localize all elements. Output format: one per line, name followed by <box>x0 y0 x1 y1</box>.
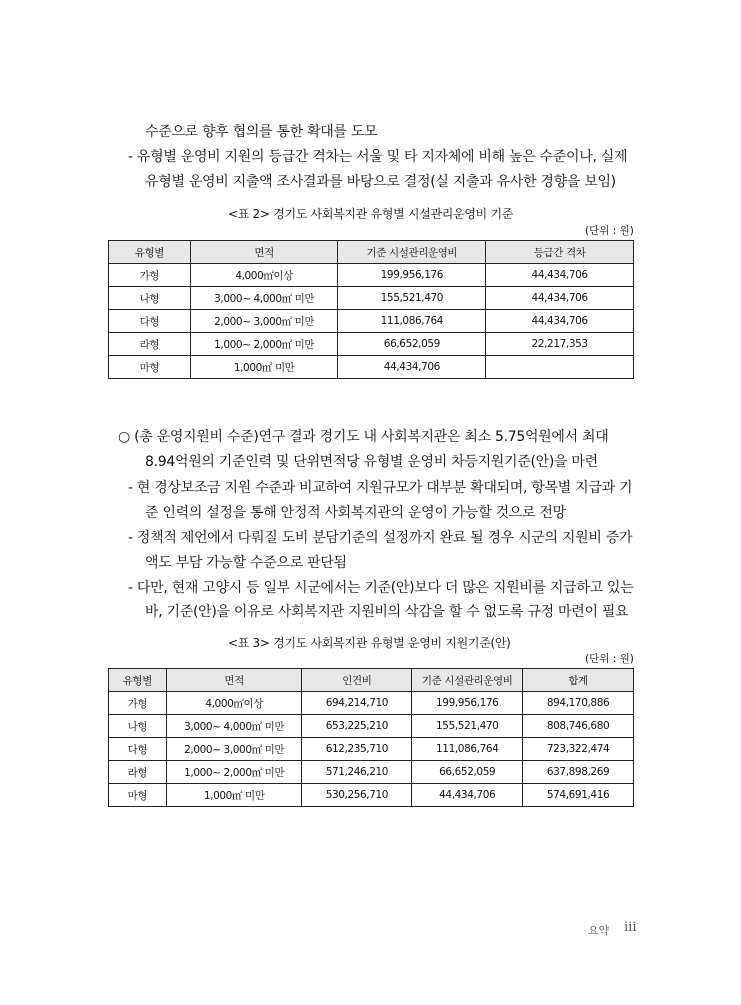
table-cell: 44,434,706 <box>338 356 486 379</box>
table-row <box>109 356 634 379</box>
main-paragraph-line: ○ (총 운영지원비 수준)연구 결과 경기도 내 사회복지관은 최소 5.75억원에서 최대 <box>118 429 609 445</box>
table-header-row <box>109 669 634 692</box>
table-cell: 1,000㎡ 미만 <box>166 784 302 807</box>
table-cell: 111,086,764 <box>412 738 523 761</box>
table-cell: 마형 <box>109 356 191 379</box>
header-cell: 기준 시설관리운영비 <box>338 241 486 264</box>
bullet-line: 액도 부담 가능할 수준으로 판단됨 <box>145 555 347 571</box>
table-row <box>109 310 634 333</box>
footer-section-label: 요약 <box>588 924 610 937</box>
header-cell: 면적 <box>190 241 338 264</box>
table-cell: 694,214,710 <box>302 692 412 715</box>
table-cell: 199,956,176 <box>338 264 486 287</box>
header-cell: 합계 <box>523 669 634 692</box>
table-cell: 22,217,353 <box>486 333 634 356</box>
table-row <box>109 692 634 715</box>
table-row <box>109 264 634 287</box>
table-header-row <box>109 241 634 264</box>
table-cell <box>486 356 634 379</box>
table-cell: 653,225,210 <box>302 715 412 738</box>
table-cell: 4,000㎡이상 <box>166 692 302 715</box>
table-row <box>109 715 634 738</box>
table-cell: 44,434,706 <box>412 784 523 807</box>
header-cell: 인건비 <box>302 669 412 692</box>
header-cell: 등급간 격차 <box>486 241 634 264</box>
table-cell: 나형 <box>109 287 191 310</box>
table-cell: 3,000~ 4,000㎡ 미만 <box>190 287 338 310</box>
bullet-line: 바, 기준(안)을 이유로 사회복지관 지원비의 삭감을 할 수 없도록 규정 마련이 필요 <box>145 604 629 620</box>
header-cell: 기준 시설관리운영비 <box>412 669 523 692</box>
table-cell: 66,652,059 <box>412 761 523 784</box>
table-cell: 라형 <box>109 761 167 784</box>
table-cell: 44,434,706 <box>486 310 634 333</box>
table-caption: <표 3> 경기도 사회복지관 유형별 운영비 지원기준(안) <box>228 636 511 650</box>
table-cell: 44,434,706 <box>486 287 634 310</box>
table-cell: 3,000~ 4,000㎡ 미만 <box>166 715 302 738</box>
table-cell: 155,521,470 <box>412 715 523 738</box>
table-unit: (단위 : 원) <box>585 653 634 665</box>
table-cell: 199,956,176 <box>412 692 523 715</box>
table-cell: 155,521,470 <box>338 287 486 310</box>
bullet-line: 준 인력의 설정을 통해 안정적 사회복지관의 운영이 가능할 것으로 전망 <box>145 505 566 521</box>
table-caption: <표 2> 경기도 사회복지관 유형별 시설관리운영비 기준 <box>228 207 514 221</box>
table-row <box>109 761 634 784</box>
table-cell: 나형 <box>109 715 167 738</box>
table-cell: 1,000~ 2,000㎡ 미만 <box>190 333 338 356</box>
table-cell: 723,322,474 <box>523 738 634 761</box>
table-cell: 가형 <box>109 264 191 287</box>
table-cell: 44,434,706 <box>486 264 634 287</box>
table-cell: 1,000㎡ 미만 <box>190 356 338 379</box>
header-cell: 면적 <box>166 669 302 692</box>
table-cell: 66,652,059 <box>338 333 486 356</box>
table-cell: 4,000㎡이상 <box>190 264 338 287</box>
support-standard-table <box>108 668 634 807</box>
table-cell: 530,256,710 <box>302 784 412 807</box>
table-cell: 637,898,269 <box>523 761 634 784</box>
bullet-line: 유형별 운영비 지출액 조사결과를 바탕으로 결정(실 지출과 유사한 경향을 보임) <box>145 174 616 190</box>
operating-cost-table <box>108 240 634 379</box>
table-cell: 마형 <box>109 784 167 807</box>
table-cell: 571,246,210 <box>302 761 412 784</box>
table-row <box>109 784 634 807</box>
table-unit: (단위 : 원) <box>585 225 634 237</box>
main-paragraph-line: 8.94억원의 기준인력 및 단위면적당 유형별 운영비 차등지원기준(안)을 마련 <box>145 454 598 470</box>
table-row <box>109 287 634 310</box>
table-cell: 808,746,680 <box>523 715 634 738</box>
table-cell: 다형 <box>109 310 191 333</box>
table-cell: 2,000~ 3,000㎡ 미만 <box>166 738 302 761</box>
table-cell: 111,086,764 <box>338 310 486 333</box>
table-cell: 574,691,416 <box>523 784 634 807</box>
table-cell: 1,000~ 2,000㎡ 미만 <box>166 761 302 784</box>
table-cell: 2,000~ 3,000㎡ 미만 <box>190 310 338 333</box>
header-cell: 유형별 <box>109 241 191 264</box>
bullet-line: - 현 경상보조금 지원 수준과 비교하여 지원규모가 대부분 확대되며, 항목별 지급과 기 <box>128 480 633 496</box>
table-cell: 가형 <box>109 692 167 715</box>
table-row <box>109 738 634 761</box>
paragraph-line: 수준으로 향후 협의를 통한 확대를 도모 <box>145 124 378 140</box>
page-number: iii <box>624 920 637 935</box>
bullet-line: - 유형별 운영비 지원의 등급간 격차는 서울 및 타 지자체에 비해 높은 수준이나, 실제 <box>128 149 628 165</box>
bullet-line: - 정책적 제언에서 다뤄질 도비 분담기준의 설정까지 완료 될 경우 시군의 지원비 증가 <box>128 530 633 546</box>
table-cell: 894,170,886 <box>523 692 634 715</box>
table-cell: 612,235,710 <box>302 738 412 761</box>
table-row <box>109 333 634 356</box>
table-cell: 다형 <box>109 738 167 761</box>
table-cell: 라형 <box>109 333 191 356</box>
header-cell: 유형별 <box>109 669 167 692</box>
bullet-line: - 다만, 현재 고양시 등 일부 시군에서는 기준(안)보다 더 많은 지원비를 지급하고 있는 <box>128 580 634 596</box>
